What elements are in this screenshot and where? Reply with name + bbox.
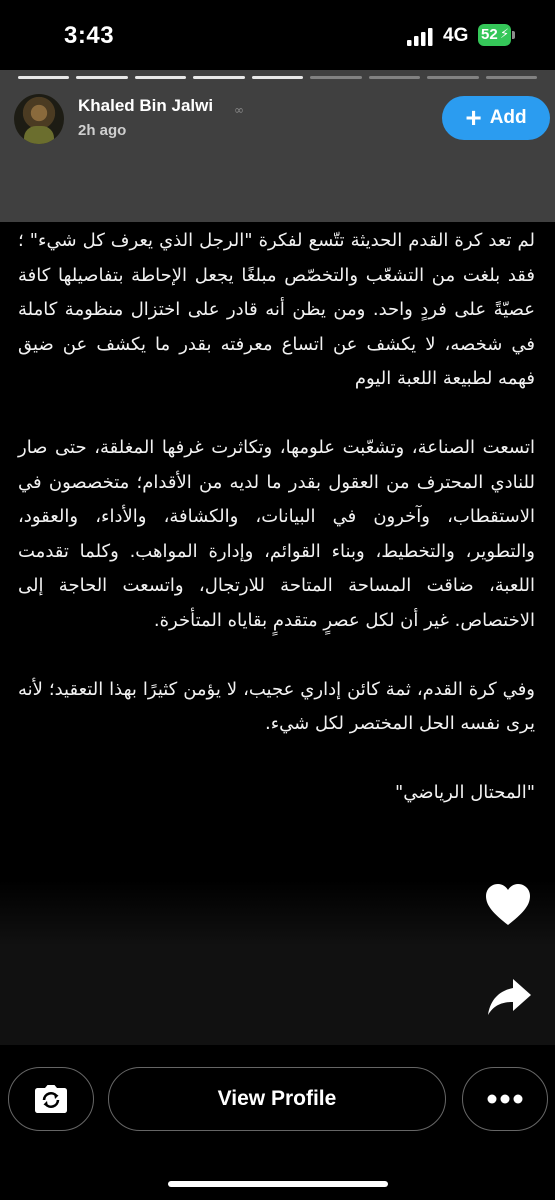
story-paragraph: لم تعد كرة القدم الحديثة تتّسع لفكرة "الرجل الذي يعرف كل شيء" ؛ فقد بلغت من التشعّب والتخصّص مبلغًا يجعل الإحاطة بتفاصيلها كافة عصيّةً على فردٍ واحد. ومن يظن أنه قادر على اختزال منظومة كاملة في شخصه، لا يكشف عن اتساع معرفته بقدر ما يكشف عن ضيق فهمه لطبيعة اللعبة اليوم xyxy=(18,230,535,390)
view-profile-button[interactable]: View Profile xyxy=(108,1067,446,1131)
battery-cap xyxy=(512,31,515,39)
story-progress-segment xyxy=(486,76,537,79)
avatar-figure xyxy=(24,126,54,144)
bottom-bar xyxy=(0,1045,555,1200)
plus-icon: + xyxy=(465,102,482,133)
heart-icon[interactable] xyxy=(484,883,532,927)
story-progress-segment xyxy=(193,76,244,79)
status-time: 3:43 xyxy=(64,22,115,49)
home-indicator[interactable] xyxy=(168,1181,388,1187)
story-time-ago: 2h ago xyxy=(78,122,127,139)
story-progress-segment xyxy=(252,76,303,79)
camera-swap-icon xyxy=(33,1083,69,1115)
battery-level: 52 xyxy=(478,24,511,46)
add-friend-button[interactable] xyxy=(442,96,550,140)
story-progress-bars xyxy=(18,76,537,80)
avatar[interactable] xyxy=(14,94,64,144)
network-label: 4G xyxy=(443,25,469,46)
author-name[interactable]: Khaled Bin Jalwi xyxy=(78,96,214,115)
charging-bolt-icon: ⚡ xyxy=(500,27,510,42)
story-progress-segment xyxy=(18,76,69,79)
story-paragraph: اتسعت الصناعة، وتشعّبت علومها، وتكاثرت غرفها المغلقة، حتى صار للنادي المحترف من العقول بقدر ما لديه من الأقدام؛ متخصصون في الاستقطاب، وآخرون في البيانات، والكشافة، والأداء، والعقود، والتطوير، والتخطيط، وبناء القوائم، وإدارة المواهب. وكلما تقدمت اللعبة، ضاقت المساحة المتاحة للارتجال، واتسعت الحاجة إلى الاختصاص. غير أن لكل عصرٍ متقدمٍ بقاياه المتأخرة. xyxy=(18,436,535,631)
add-button-label: Add xyxy=(489,107,527,128)
story-text xyxy=(18,224,535,844)
bottom-shade xyxy=(0,880,555,1045)
story-progress-segment xyxy=(76,76,127,79)
status-bar xyxy=(0,0,555,70)
more-options-button[interactable] xyxy=(462,1067,548,1131)
story-progress-segment xyxy=(427,76,478,79)
story-paragraph: وفي كرة القدم، ثمة كائن إداري عجيب، لا يؤمن كثيرًا بهذا التعقيد؛ لأنه يرى نفسه الحل المختصر لكل شيء. xyxy=(18,678,535,735)
share-arrow-icon[interactable] xyxy=(485,975,533,1019)
story-signature: "المحتال الرياضي" xyxy=(395,781,535,803)
more-dots-icon xyxy=(487,1094,523,1104)
goggles-icon: ∞ xyxy=(234,103,244,117)
story-header xyxy=(0,70,555,222)
story-progress-segment xyxy=(369,76,420,79)
camera-swap-button[interactable] xyxy=(8,1067,94,1131)
signal-icon xyxy=(407,28,433,46)
story-progress-segment xyxy=(310,76,361,79)
story-progress-segment xyxy=(135,76,186,79)
battery-icon xyxy=(478,24,516,46)
